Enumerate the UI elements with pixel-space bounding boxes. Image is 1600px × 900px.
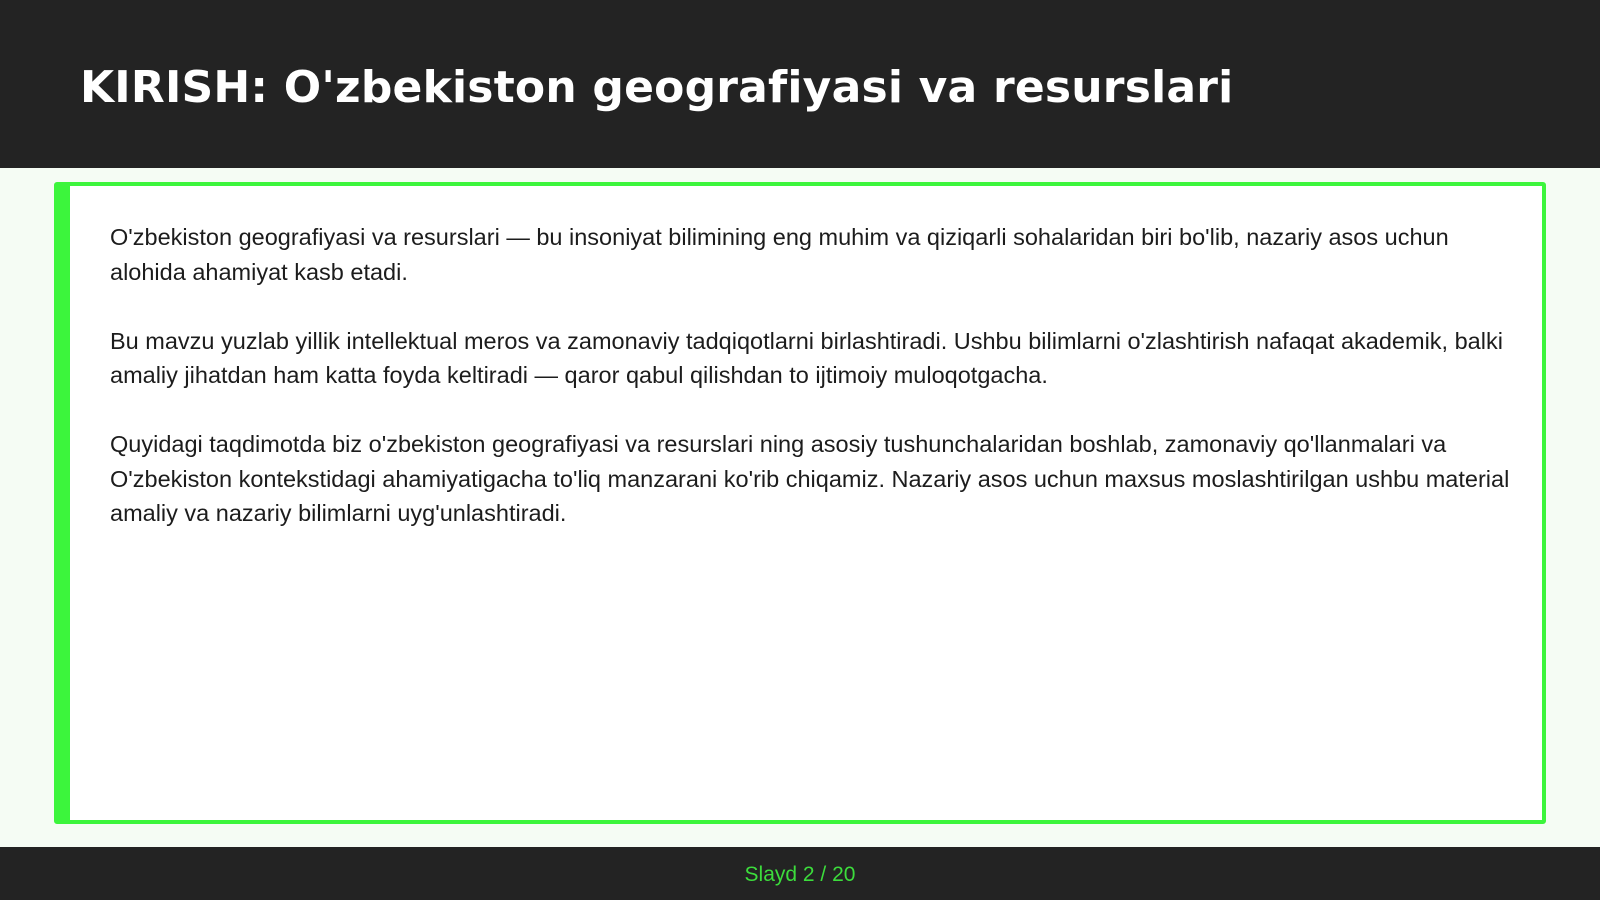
content-body [110,220,1516,565]
content-card [54,182,1546,824]
paragraph-overview: Quyidagi taqdimotda biz o'zbekiston geografiyasi va resurslari ning asosiy tushunchalaridan boshlab, zamonaviy qo'llanmalari va O'zbekiston kontekstidagi ahamiyatigacha to'liq manzarani ko'rib chiqamiz. Nazariy asos uchun maxsus moslashtirilgan ushbu material amaliy va nazariy bilimlarni uyg'unlashtiradi. [110,431,1510,526]
slide-title: KIRISH: O'zbekiston geografiyasi va resurslari [80,62,1234,113]
paragraph-heritage: Bu mavzu yuzlab yillik intellektual meros va zamonaviy tadqiqotlarni birlashtiradi. Ushbu bilimlarni o'zlashtirish nafaqat akademik, balki amaliy jihatdan ham katta foyda keltiradi — qaror qabul qilishdan to ijtimoiy muloqotgacha. [110,327,1503,388]
slide-footer [0,847,1600,900]
slide-counter: Slayd 2 / 20 [744,863,856,886]
slide-header [0,0,1600,168]
paragraph-intro: O'zbekiston geografiyasi va resurslari — bu insoniyat bilimining eng muhim va qiziqarli sohalaridan biri bo'lib, nazariy asos uchun alohida ahamiyat kasb etadi. [110,224,1449,285]
